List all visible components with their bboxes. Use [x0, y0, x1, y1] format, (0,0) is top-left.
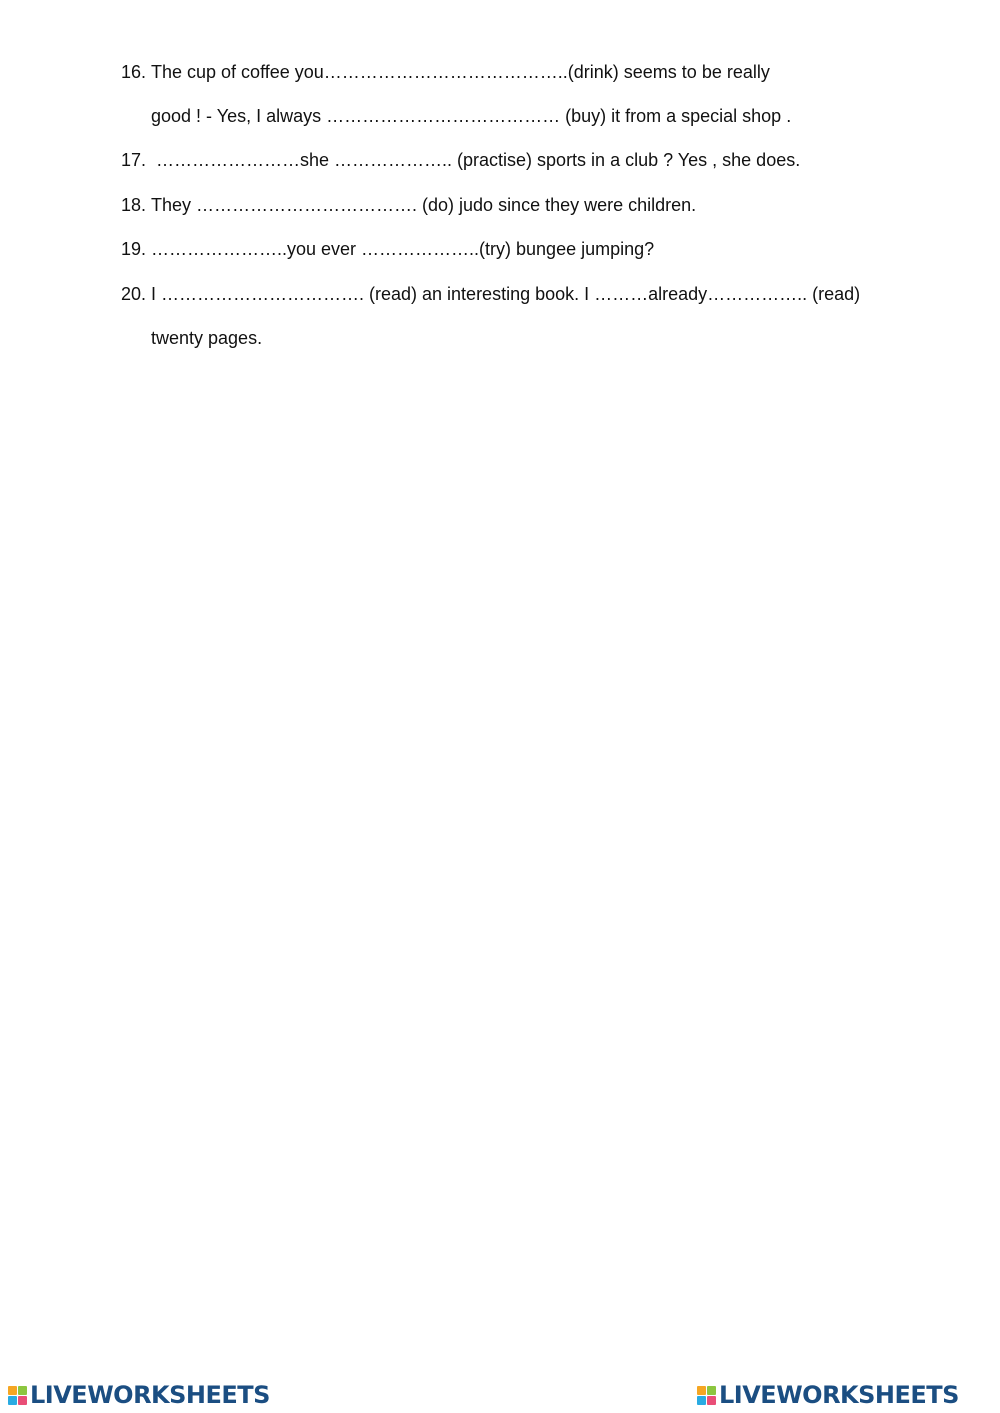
exercise-20-text-2: twenty pages.: [151, 328, 263, 348]
exercise-16-line-2: [151, 105, 791, 127]
logo-tile-1: [8, 1386, 17, 1395]
footer-logo-right: [697, 1381, 959, 1409]
exercise-17-text-1: ……………………she ……………….. (practise) sports in a club ? Yes , she does.: [151, 150, 801, 170]
exercise-20-text-1: I ……………………………. (read) an interesting book. I ………already…………….. (read): [151, 284, 861, 304]
liveworksheets-logo-icon: [8, 1386, 27, 1405]
footer-logo-text-right: LIVEWORKSHEETS: [719, 1381, 959, 1409]
logo-tile-2: [707, 1386, 716, 1395]
exercise-16-text-2: good ! - Yes, I always ………………………………… (buy) it from a special shop .: [151, 106, 792, 126]
exercise-18-text-1: They ………………………………. (do) judo since they were children.: [151, 195, 697, 215]
exercise-19-line-1: [121, 238, 654, 260]
footer-logo-text-left: LIVEWORKSHEETS: [30, 1381, 270, 1409]
exercise-20-line-2: [151, 327, 262, 349]
exercise-19-text-1: …………………..you ever ………………..(try) bungee jumping?: [151, 239, 655, 259]
exercise-19-number: 19.: [121, 239, 147, 259]
logo-tile-2: [18, 1386, 27, 1395]
exercise-20-line-1: [121, 283, 860, 305]
logo-tile-3: [697, 1396, 706, 1405]
exercise-16-number: 16.: [121, 62, 147, 82]
exercise-17-line-1: [121, 149, 800, 171]
footer-logo-left: [8, 1381, 270, 1409]
exercise-17-number: 17.: [121, 150, 147, 170]
exercise-18-line-1: [121, 194, 696, 216]
logo-tile-4: [18, 1396, 27, 1405]
exercise-16-text-1: The cup of coffee you…………………………………..(drink) seems to be really: [151, 62, 770, 82]
logo-tile-3: [8, 1396, 17, 1405]
exercise-20-number: 20.: [121, 284, 147, 304]
exercise-16-line-1: [121, 61, 770, 83]
liveworksheets-logo-icon: [697, 1386, 716, 1405]
exercise-18-number: 18.: [121, 195, 147, 215]
logo-tile-4: [707, 1396, 716, 1405]
logo-tile-1: [697, 1386, 706, 1395]
